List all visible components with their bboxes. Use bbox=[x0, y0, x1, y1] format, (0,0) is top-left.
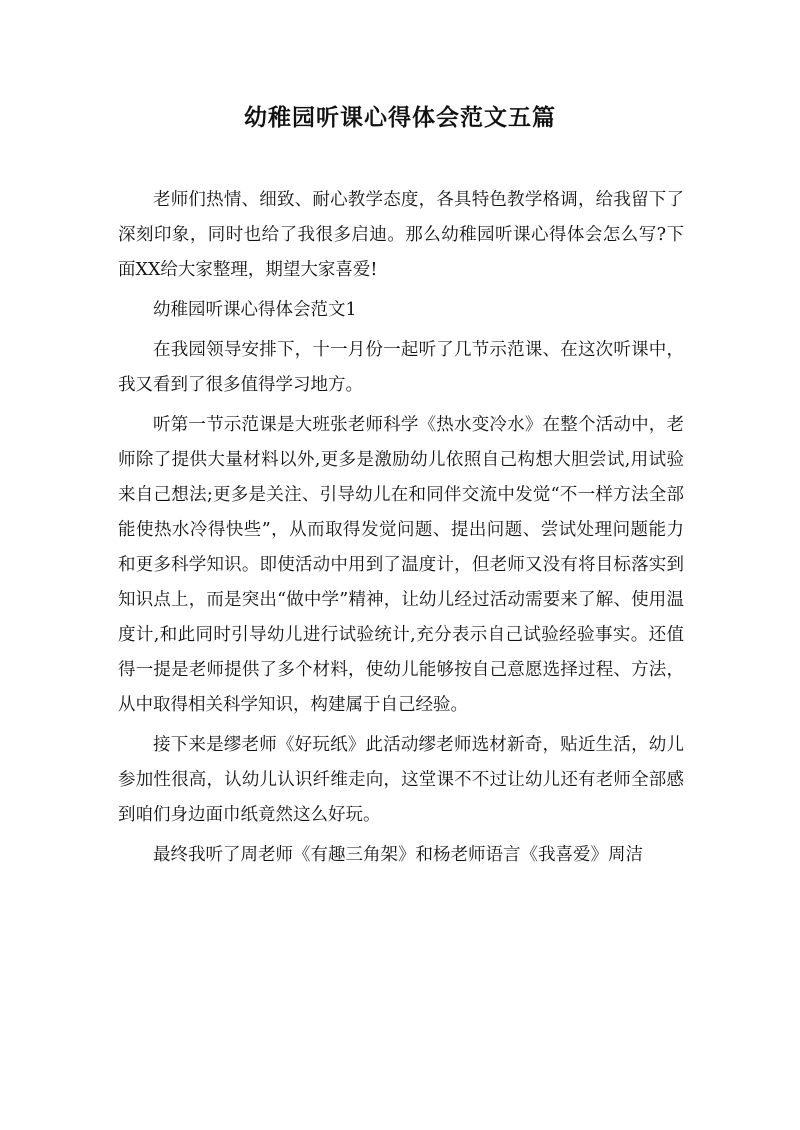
intro-paragraph: 老师们热情、细致、耐心教学态度，各具特色教学格调，给我留下了深刻印象，同时也给了我很多启迪。那么幼稚园听课心得体会怎么写?下面XX给大家整理，期望大家喜爱! bbox=[118, 190, 684, 280]
paragraph: 最终我听了周老师《有趣三角架》和杨老师语言《我喜爱》周洁 bbox=[153, 845, 643, 865]
paragraph: 接下来是缪老师《好玩纸》此活动缪老师选材新奇，贴近生活，幼儿参加性很高，认幼儿认识纤维走向，这堂课不不过让幼儿还有老师全部感到咱们身边面巾纸竟然这么好玩。 bbox=[118, 735, 684, 825]
document-body bbox=[118, 183, 684, 878]
section-heading-1: 幼稚园听课心得体会范文1 bbox=[153, 300, 357, 320]
paragraph: 在我园领导安排下，十一月份一起听了几节示范课、在这次听课中，我又看到了很多值得学习地方。 bbox=[118, 340, 684, 395]
document-title: 幼稚园听课心得体会范文五篇 bbox=[244, 104, 556, 131]
paragraph: 听第一节示范课是大班张老师科学《热水变冷水》在整个活动中，老师除了提供大量材料以外,更多是激励幼儿依照自己构想大胆尝试,用试验来自己想法;更多是关注、引导幼儿在和同伴交流中发觉“不一样方法全部能使热水冷得快些”，从而取得发觉问题、提出问题、尝试处理问题能力和更多科学知识。即使活动中用到了温度计，但老师又没有将目标落实到知识点上，而是突出“做中学”精神，让幼儿经过活动需要来了解、使用温度计,和此同时引导幼儿进行试验统计,充分表示自己试验经验事实。还值得一提是老师提供了多个材料，使幼儿能够按自己意愿选择过程、方法，从中取得相关科学知识，构建属于自己经验。 bbox=[118, 415, 684, 715]
